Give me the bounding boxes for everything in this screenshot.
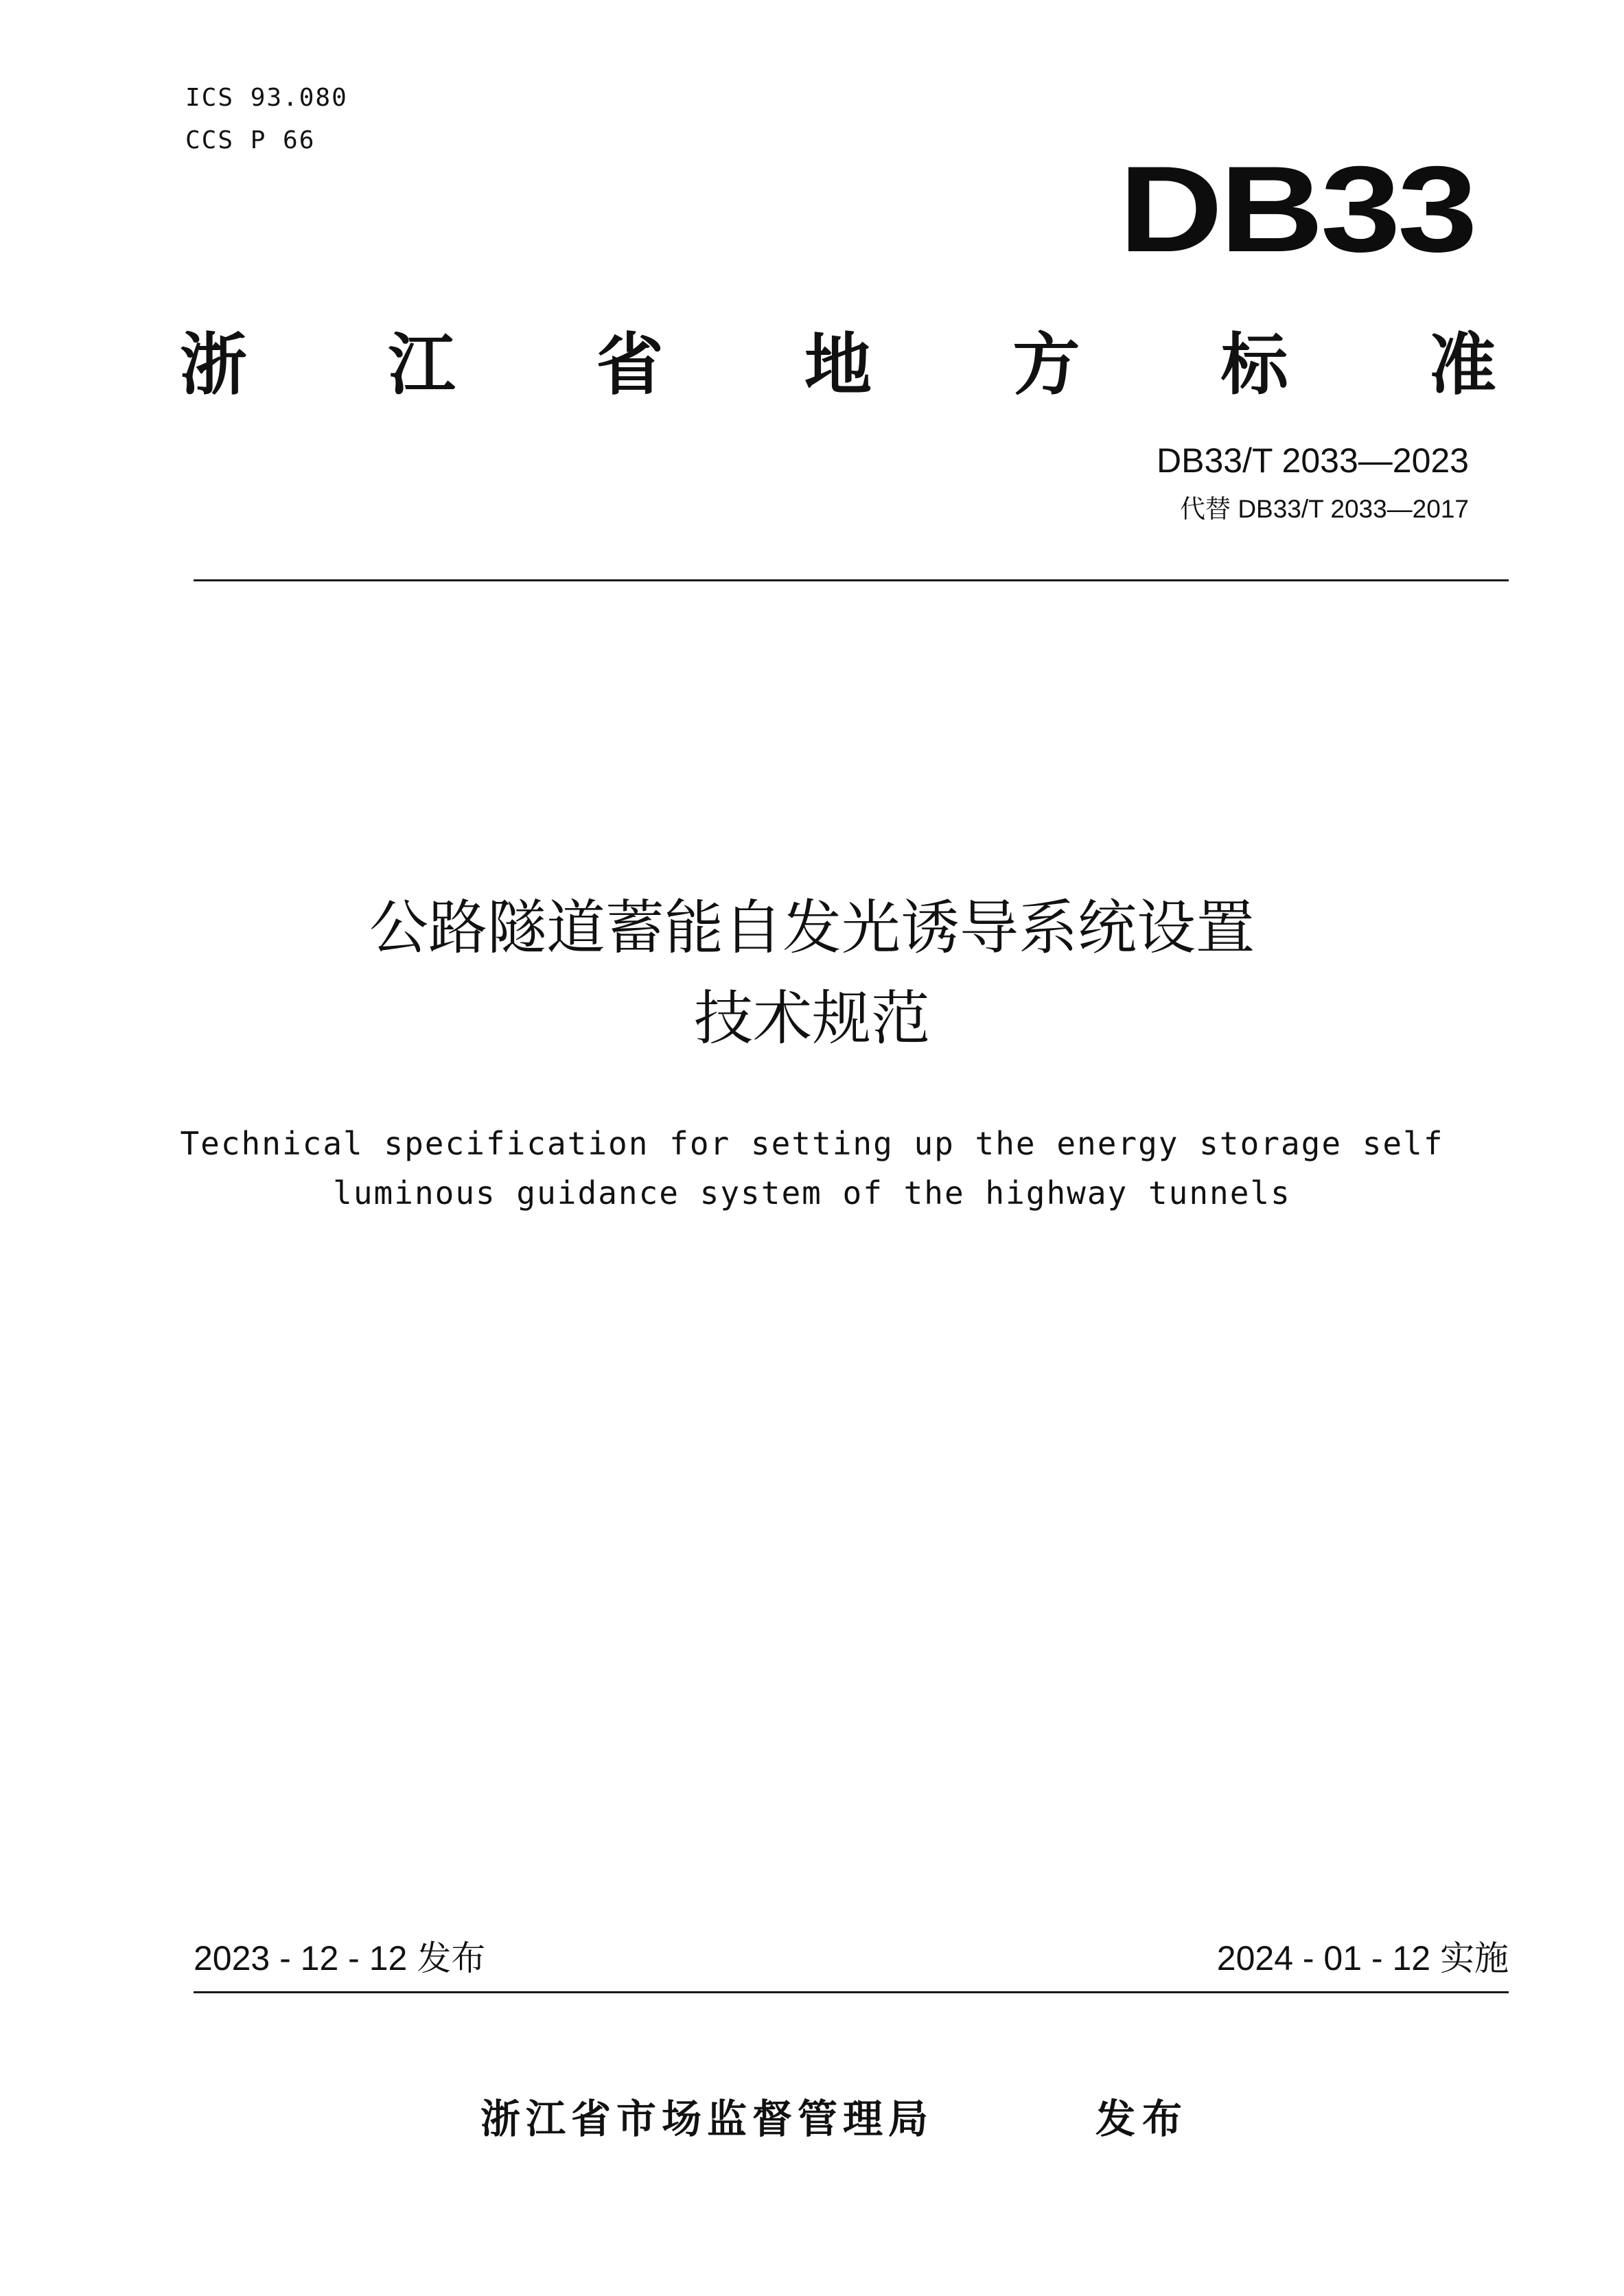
ccs-code: CCS P 66 [185,126,316,154]
standard-category-char: 准 [1428,325,1496,404]
top-divider [194,579,1509,581]
db33-logo: DB33 [1118,141,1474,277]
standard-category-char: 标 [1220,325,1288,404]
standard-category-char: 江 [388,325,456,404]
standard-category-char: 地 [804,325,872,404]
publish-date: 2023 - 12 - 12 发布 [194,1939,486,1978]
standard-category-char: 浙 [180,325,248,404]
chinese-title-line-1: 公路隧道蓄能自发光诱导系统设置 [369,894,1255,962]
ics-code: ICS 93.080 [185,84,348,112]
bottom-divider [194,1991,1509,1993]
implementation-date: 2024 - 01 - 12 实施 [1216,1939,1509,1978]
standard-category-char: 省 [596,325,664,404]
replaces-standard: 代替 DB33/T 2033—2017 [1180,495,1469,523]
standard-category-char: 方 [1012,325,1080,404]
publisher-action: 发布 [1095,2096,1190,2142]
publisher-name: 浙江省市场监督管理局 [480,2096,934,2142]
english-title-line-2: luminous guidance system of the highway tunnels [333,1174,1291,1211]
chinese-title-line-2: 技术规范 [694,984,930,1053]
standard-number: DB33/T 2033—2023 [1157,441,1469,480]
english-title-line-1: Technical specification for setting up the energy storage self [180,1125,1444,1162]
standard-category-title [180,308,1496,410]
